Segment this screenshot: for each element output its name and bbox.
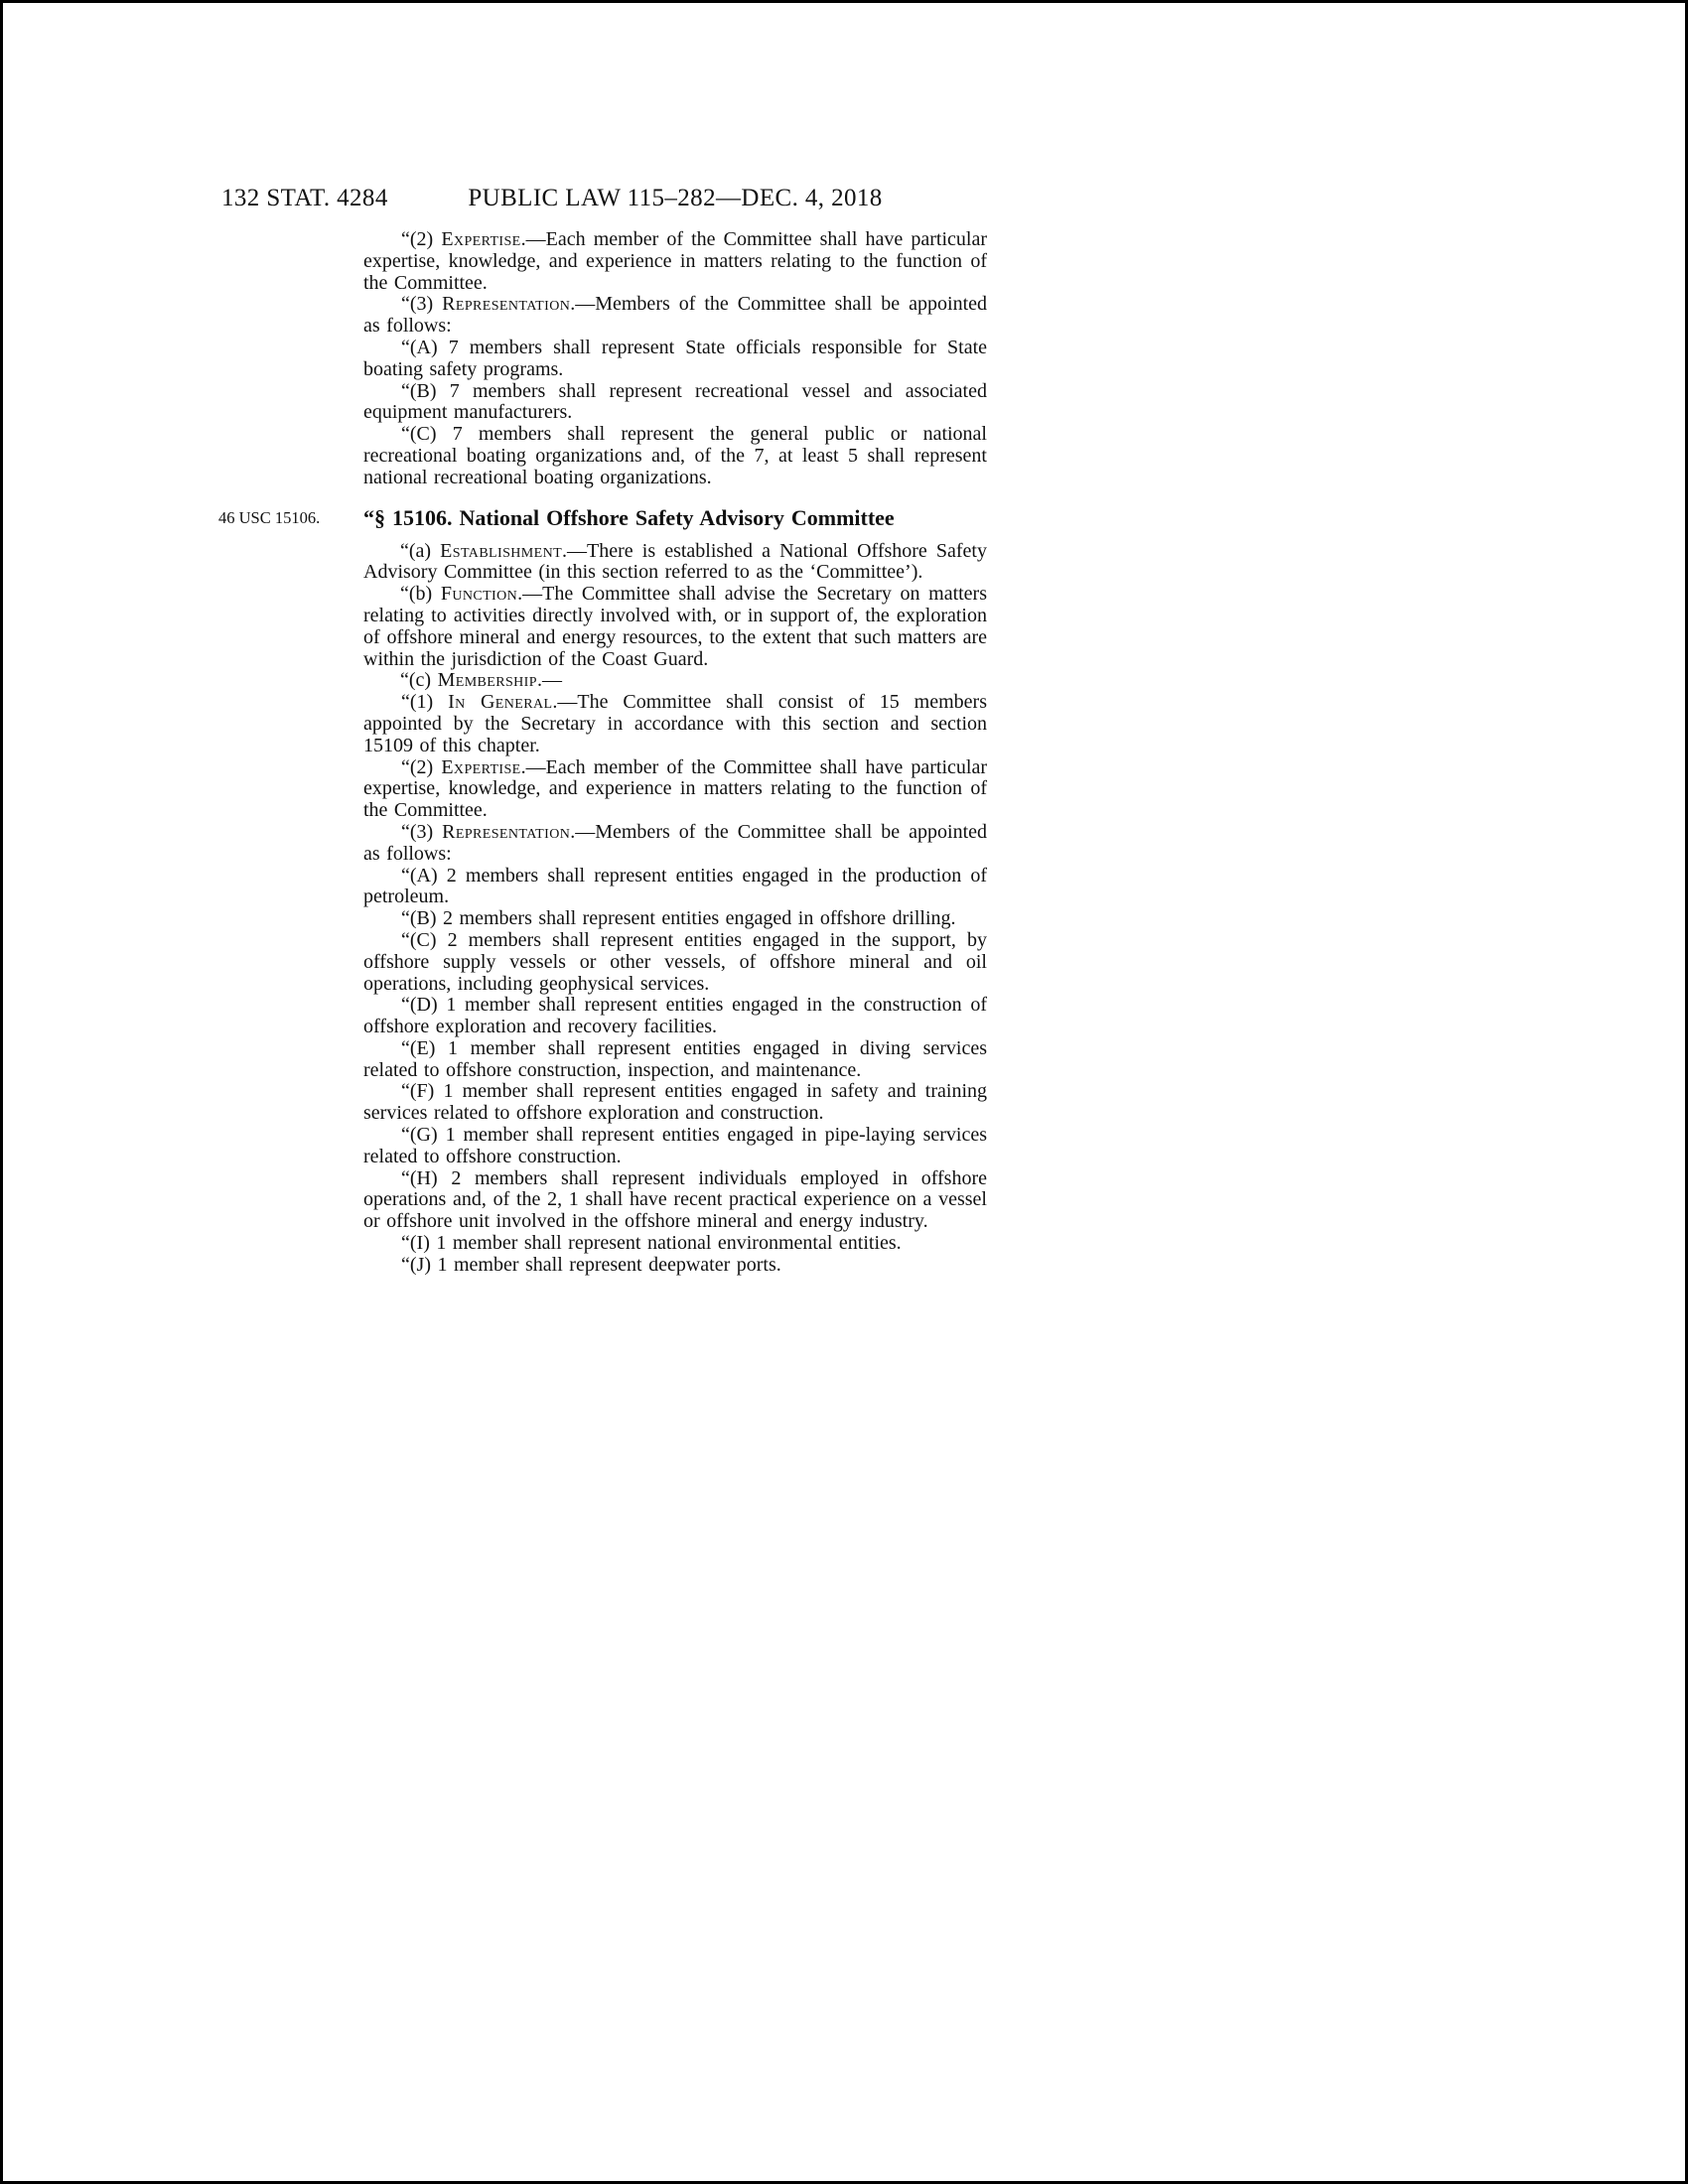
statute-paragraph	[363, 1233, 987, 1255]
paragraph-number: “(2)	[401, 755, 442, 778]
paragraph-text: “(B) 7 members shall represent recreational vessel and associated equipment manufacturers.	[363, 379, 987, 424]
stat-page-number: 132 STAT. 4284	[221, 185, 388, 211]
paragraph-text: .—The Committee shall advise the Secretary on matters relating to activities directly involved with, or in support of, the exploration of offshore mineral and energy resources, to the extent that such matters are within the jurisdiction of the Coast Guard.	[363, 583, 987, 670]
law-title: PUBLIC LAW 115–282—DEC. 4, 2018	[468, 185, 883, 211]
statute-paragraph	[363, 1255, 987, 1277]
statute-paragraph	[363, 584, 987, 670]
statute-paragraph	[363, 757, 987, 822]
paragraph-text: “(H) 2 members shall represent individuals employed in offshore operations and, of the 2, 1 shall have recent practical experience on a vessel or offshore unit involved in the offshore mineral and energy industry.	[363, 1166, 987, 1233]
paragraph-label-smallcaps: Function	[440, 583, 518, 606]
paragraph-text: .—	[536, 669, 562, 692]
paragraph-label-smallcaps: In General	[448, 691, 553, 714]
statute-paragraph	[363, 866, 987, 909]
paragraph-text: “(B) 2 members shall represent entities engaged in offshore drilling.	[401, 907, 956, 930]
statute-paragraph	[363, 692, 987, 756]
paragraph-text: “(G) 1 member shall represent entities engaged in pipe-laying services related to offshore construction.	[363, 1124, 987, 1167]
paragraph-text: “(A) 2 members shall represent entities engaged in the production of petroleum.	[363, 864, 987, 908]
usc-citation-note: 46 USC 15106.	[218, 507, 321, 527]
statute-paragraph	[363, 930, 987, 995]
paragraph-text: “(C) 2 members shall represent entities engaged in the support, by offshore supply vessels or other vessels, of offshore mineral and oil operations, including geophysical services.	[363, 928, 987, 995]
paragraph-text: .—Each member of the Committee shall have particular expertise, knowledge, and experience in matters relating to the function of the Committee.	[363, 228, 987, 294]
paragraph-label-smallcaps: Expertise	[441, 755, 521, 778]
statute-paragraph	[363, 541, 987, 585]
paragraph-text: .—There is established a National Offshore Safety Advisory Committee (in this section referred to as the ‘Committee’).	[363, 539, 987, 584]
paragraph-text: “(D) 1 member shall represent entities engaged in the construction of offshore exploration and recovery facilities.	[363, 994, 987, 1038]
statute-paragraph	[363, 1168, 987, 1233]
statute-paragraph	[363, 1038, 987, 1082]
statute-paragraph	[363, 294, 987, 338]
paragraph-text: .—Members of the Committee shall be appointed as follows:	[363, 820, 988, 865]
paragraph-number: “(b)	[400, 583, 441, 606]
paragraph-number: “(3)	[401, 820, 443, 843]
paragraph-label-smallcaps: Representation	[442, 820, 571, 843]
statute-paragraph	[363, 995, 987, 1038]
paragraph-text: “(F) 1 member shall represent entities engaged in safety and training services related to offshore exploration and construction.	[363, 1080, 987, 1125]
paragraph-text: .—The Committee shall consist of 15 members appointed by the Secretary in accordance with this section and section 15109 of this chapter.	[363, 691, 987, 756]
paragraph-number: “(c)	[400, 669, 438, 692]
paragraph-text: “(I) 1 member shall represent national environmental entities.	[401, 1232, 902, 1255]
statute-paragraph	[363, 381, 987, 425]
paragraph-text: “(C) 7 members shall represent the general public or national recreational boating organizations and, of the 7, at least 5 shall represent national recreational boating organizations.	[363, 423, 987, 488]
paragraph-text: “(A) 7 members shall represent State officials responsible for State boating safety programs.	[363, 336, 987, 380]
paragraph-label-smallcaps: Establishment	[440, 539, 563, 562]
paragraph-label-smallcaps: Expertise	[441, 228, 521, 250]
paragraph-label-smallcaps: Representation	[442, 293, 571, 316]
statute-paragraph	[363, 338, 987, 381]
paragraph-text: “(E) 1 member shall represent entities engaged in diving services related to offshore construction, inspection, and maintenance.	[363, 1036, 987, 1081]
paragraph-text: .—Members of the Committee shall be appointed as follows:	[363, 293, 988, 338]
statute-paragraph	[363, 822, 987, 866]
paragraph-number: “(a)	[400, 539, 441, 562]
statute-paragraph	[363, 424, 987, 488]
paragraph-number: “(2)	[401, 228, 442, 250]
paragraph-text: “(J) 1 member shall represent deepwater ports.	[401, 1253, 781, 1276]
paragraph-text: .—Each member of the Committee shall have particular expertise, knowledge, and experience in matters relating to the function of the Committee.	[363, 755, 987, 822]
statute-paragraph	[363, 908, 987, 930]
statute-paragraph	[363, 1081, 987, 1125]
section-heading-text: “§ 15106. National Offshore Safety Advisory Committee	[363, 504, 895, 530]
section-heading	[218, 504, 987, 531]
statute-paragraph	[363, 670, 987, 692]
statute-paragraph	[363, 229, 987, 294]
statute-body	[218, 228, 988, 1277]
paragraph-number: “(3)	[401, 293, 443, 316]
paragraph-number: “(1)	[401, 691, 449, 714]
statute-paragraph	[363, 1125, 987, 1168]
paragraph-label-smallcaps: Membership	[437, 669, 537, 692]
running-head	[3, 185, 1685, 218]
